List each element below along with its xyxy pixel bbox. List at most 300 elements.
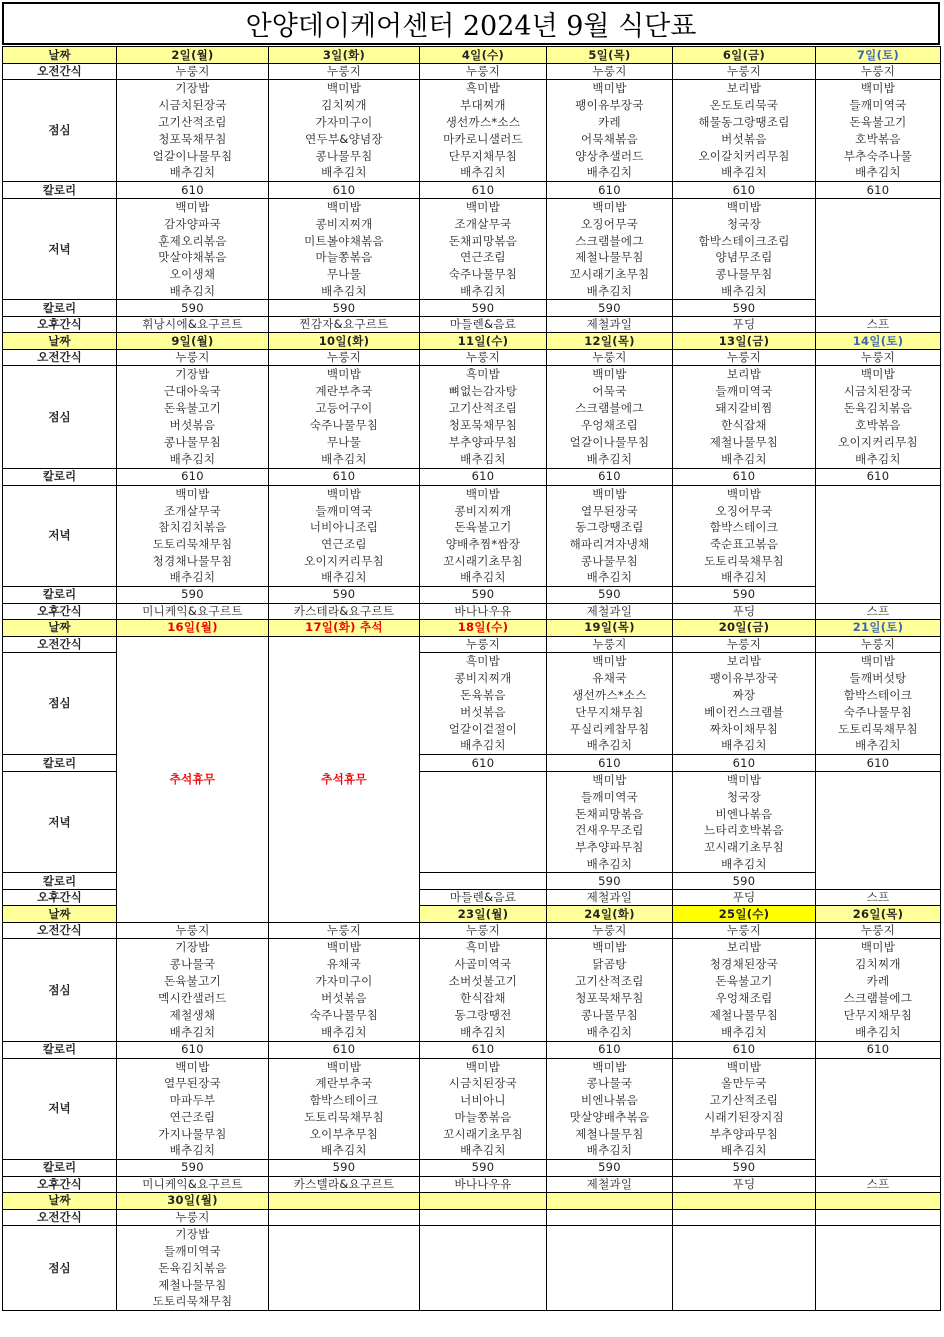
menu-item: 어묵국	[592, 384, 627, 399]
menu-item	[816, 266, 940, 283]
pm-snack-cell: 제철과일	[547, 317, 673, 333]
lunch-cell	[547, 80, 673, 182]
menu-item: 부대찌개	[460, 97, 506, 112]
date-header: 6일(금)	[673, 47, 816, 64]
menu-item	[420, 856, 546, 873]
menu-item: 오이지커리무침	[838, 435, 918, 450]
lunch-label: 점심	[3, 366, 117, 468]
menu-item: 보리밥	[726, 367, 762, 382]
date-header: 24일(화)	[547, 906, 673, 923]
menu-item	[816, 1226, 940, 1243]
menu-item	[816, 806, 940, 823]
menu-item: 배추김치	[586, 570, 633, 585]
dinner-cell	[117, 1058, 269, 1159]
menu-item: 맛살양배추볶음	[569, 1109, 650, 1124]
date-label: 날짜	[3, 906, 117, 923]
menu-item: 배추김치	[460, 283, 506, 298]
dinner-cell	[269, 1058, 420, 1159]
menu-item: 콩나물무침	[580, 1007, 639, 1022]
am-snack-cell: 누룽지	[117, 350, 269, 366]
menu-item: 계란부추국	[315, 1076, 373, 1091]
menu-item: 오이부추무침	[309, 1126, 379, 1141]
menu-item: 동그랑땡전	[454, 1007, 512, 1022]
menu-item: 배추김치	[460, 1024, 506, 1039]
menu-item: 백미밥	[326, 1059, 362, 1074]
menu-item: 베이컨스크램블	[704, 704, 784, 719]
menu-item: 청국장	[726, 789, 762, 804]
menu-item: 보리밥	[726, 940, 762, 955]
menu-item: 백미밥	[726, 773, 762, 788]
menu-item: 스크램블에그	[843, 991, 913, 1006]
am-snack-label: 오전간식	[3, 1209, 117, 1225]
menu-item: 생선까스*소스	[572, 687, 647, 702]
menu-item	[816, 536, 940, 553]
calorie-cell: 590	[547, 873, 673, 890]
menu-item: 마늘쫑볶음	[454, 1109, 512, 1124]
calorie-cell: 610	[117, 1041, 269, 1058]
date-header: 21일(토)	[816, 619, 941, 636]
calorie-cell: 590	[420, 300, 547, 317]
menu-item: 양념무조림	[715, 250, 773, 265]
pm-snack-cell: 푸딩	[673, 317, 816, 333]
calorie-cell: 610	[816, 755, 941, 772]
pm-snack-cell: 푸딩	[673, 890, 816, 906]
menu-item: 배추김치	[721, 738, 767, 753]
date-header	[673, 1192, 816, 1209]
calorie-cell: 610	[269, 1041, 420, 1058]
pm-snack-label: 오후간식	[3, 1176, 117, 1192]
lunch-cell	[420, 366, 547, 468]
menu-item: 백미밥	[465, 1059, 501, 1074]
menu-item	[816, 1109, 940, 1126]
menu-item: 단무지채무침	[575, 704, 644, 719]
menu-item: 백미밥	[592, 773, 627, 788]
lunch-cell	[816, 652, 941, 754]
menu-item	[816, 519, 940, 536]
menu-item: 배추김치	[460, 738, 506, 753]
menu-item	[816, 772, 940, 789]
menu-item	[420, 772, 546, 789]
calorie-cell: 590	[117, 586, 269, 603]
pm-snack-cell: 스프	[816, 890, 941, 906]
lunch-cell	[117, 80, 269, 182]
menu-item	[547, 1260, 672, 1277]
menu-item	[816, 283, 940, 300]
menu-item: 백미밥	[465, 486, 501, 501]
menu-item: 콩비지찌개	[454, 503, 512, 518]
date-header: 19일(목)	[547, 619, 673, 636]
am-snack-cell: 누룽지	[673, 636, 816, 652]
menu-item: 백미밥	[860, 367, 896, 382]
menu-item: 돈채피망볶음	[575, 806, 644, 821]
calorie-cell	[816, 1159, 941, 1176]
date-header: 26일(목)	[816, 906, 941, 923]
date-header: 7일(토)	[816, 47, 941, 64]
menu-item	[816, 553, 940, 570]
menu-item: 고기산적조림	[575, 974, 644, 989]
dinner-cell	[420, 1058, 547, 1159]
am-snack-cell: 누룽지	[547, 636, 673, 652]
menu-item: 한식잡채	[721, 418, 767, 433]
lunch-cell	[269, 80, 420, 182]
lunch-cell	[673, 366, 816, 468]
dinner-cell	[117, 199, 269, 300]
menu-item: 배추김치	[586, 1143, 633, 1158]
dinner-cell	[547, 772, 673, 873]
menu-item	[547, 1293, 672, 1310]
menu-item: 시래기된장지짐	[704, 1109, 784, 1124]
menu-item: 짜장	[732, 687, 756, 702]
lunch-cell	[816, 1225, 941, 1310]
menu-item: 시금치된장국	[448, 1076, 518, 1091]
menu-item: 돈육볶음	[460, 687, 506, 702]
menu-item: 고기산적조림	[709, 1093, 779, 1108]
pm-snack-cell: 스프	[816, 603, 941, 619]
dinner-cell	[269, 485, 420, 586]
calorie-cell: 610	[816, 1041, 941, 1058]
menu-item: 팽이유부장국	[575, 97, 644, 112]
menu-item: 숙주나물무침	[843, 704, 913, 719]
menu-item: 함박스테이크	[709, 520, 779, 535]
menu-item	[269, 1243, 419, 1260]
menu-item: 기장밥	[175, 81, 210, 95]
menu-item: 해파리겨자냉채	[569, 536, 650, 551]
am-snack-cell: 누룽지	[420, 64, 547, 80]
date-header: 5일(목)	[547, 47, 673, 64]
menu-item	[673, 1260, 815, 1277]
pm-snack-cell: 제철과일	[547, 603, 673, 619]
pm-snack-cell: 스프	[816, 317, 941, 333]
date-header	[269, 1192, 420, 1209]
menu-item: 버섯볶음	[321, 991, 367, 1006]
menu-item: 배추김치	[721, 1143, 767, 1158]
pm-snack-cell: 푸딩	[673, 603, 816, 619]
lunch-cell	[269, 366, 420, 468]
am-snack-cell: 누룽지	[673, 923, 816, 939]
am-snack-cell: 누룽지	[547, 350, 673, 366]
menu-item: 숙주나물무침	[448, 267, 518, 282]
menu-item: 함박스테이크조림	[698, 233, 790, 248]
menu-item	[816, 789, 940, 806]
menu-item: 들깨미역국	[163, 1243, 222, 1258]
menu-item: 돈육불고기	[849, 114, 907, 129]
menu-item: 해물동그랑땡조림	[698, 114, 790, 129]
date-header: 10일(화)	[269, 333, 420, 350]
dinner-cell	[547, 199, 673, 300]
menu-item: 소버섯불고기	[448, 974, 518, 989]
menu-item: 연근조림	[460, 250, 506, 265]
lunch-cell	[269, 1225, 420, 1310]
menu-item: 얼갈이겉절이	[448, 721, 518, 736]
calorie-cell: 610	[420, 755, 547, 772]
am-snack-cell	[673, 1209, 816, 1225]
dinner-cell	[816, 1058, 941, 1159]
am-snack-cell: 누룽지	[117, 64, 269, 80]
menu-item: 느타리호박볶음	[704, 823, 784, 838]
menu-item	[816, 199, 940, 216]
menu-item: 흑미밥	[465, 367, 501, 382]
calorie-cell: 610	[547, 1041, 673, 1058]
menu-item: 백미밥	[860, 81, 896, 95]
calorie-cell: 590	[420, 586, 547, 603]
dinner-cell	[673, 485, 816, 586]
menu-item: 조개살무국	[163, 503, 222, 518]
menu-item: 배추김치	[169, 1143, 216, 1158]
calorie-cell: 590	[269, 586, 420, 603]
date-header: 2일(월)	[117, 47, 269, 64]
menu-item: 백미밥	[860, 653, 896, 668]
date-label: 날짜	[3, 333, 117, 350]
menu-item: 숙주나물무침	[309, 418, 379, 433]
menu-item	[420, 1226, 546, 1243]
menu-item	[269, 1260, 419, 1277]
menu-item: 함박스테이크	[309, 1093, 379, 1108]
menu-item: 가지나물무침	[158, 1126, 227, 1141]
calorie-cell: 590	[547, 300, 673, 317]
pm-snack-cell: 마들렌&음료	[420, 317, 547, 333]
calorie-cell	[816, 873, 941, 890]
menu-item: 카레	[866, 974, 890, 989]
menu-item	[420, 1293, 546, 1310]
calorie-cell: 610	[673, 1041, 816, 1058]
menu-item: 배추김치	[169, 283, 216, 298]
pm-snack-cell: 미니케익&요구르트	[117, 603, 269, 619]
calorie-cell: 590	[547, 1159, 673, 1176]
menu-item: 배추김치	[169, 165, 216, 180]
menu-item: 고기산적조림	[158, 114, 227, 129]
menu-item: 백미밥	[592, 653, 627, 668]
dinner-cell	[673, 772, 816, 873]
menu-item: 배추김치	[321, 1024, 367, 1039]
pm-snack-cell: 휘낭시에&요구르트	[117, 317, 269, 333]
pm-snack-cell: 카스테라&요구르트	[269, 603, 420, 619]
lunch-cell	[420, 652, 547, 754]
pm-snack-label: 오후간식	[3, 603, 117, 619]
date-header: 13일(금)	[673, 333, 816, 350]
menu-item: 온도토리묵국	[709, 97, 779, 112]
menu-item	[816, 1293, 940, 1310]
menu-item: 참치김치볶음	[158, 520, 227, 535]
menu-item: 기장밥	[175, 940, 210, 955]
date-label: 날짜	[3, 1192, 117, 1209]
dinner-cell	[816, 199, 941, 300]
menu-item: 비엔나볶음	[580, 1093, 639, 1108]
menu-item: 맛살야채볶음	[158, 250, 227, 265]
menu-item: 스크램블에그	[575, 401, 644, 416]
menu-item: 배추김치	[586, 283, 633, 298]
menu-item: 사골미역국	[454, 957, 512, 972]
menu-item	[673, 1226, 815, 1243]
menu-item: 백미밥	[326, 367, 362, 382]
menu-item	[673, 1293, 815, 1310]
lunch-cell	[673, 80, 816, 182]
menu-item: 들깨미역국	[715, 384, 773, 399]
dinner-cell	[420, 772, 547, 873]
menu-item	[816, 1092, 940, 1109]
menu-item: 꼬시래기초무침	[443, 553, 523, 568]
menu-item: 멕시칸샐러드	[158, 991, 227, 1006]
menu-item: 들깨버섯탕	[849, 670, 907, 685]
dinner-cell	[269, 199, 420, 300]
am-snack-cell: 누룽지	[816, 350, 941, 366]
menu-item	[547, 1226, 672, 1243]
lunch-cell	[816, 939, 941, 1041]
menu-item: 흑미밥	[465, 653, 501, 668]
menu-item: 들깨미역국	[849, 97, 907, 112]
dinner-cell	[420, 199, 547, 300]
menu-item: 스크램블에그	[575, 233, 644, 248]
calorie-label: 칼로리	[3, 468, 117, 485]
dinner-cell	[547, 1058, 673, 1159]
menu-item: 도토리묵채무침	[304, 1109, 384, 1124]
menu-item: 배추김치	[721, 451, 767, 466]
menu-item: 청포묵채무침	[158, 131, 227, 146]
menu-item: 돈채피망볶음	[448, 233, 518, 248]
menu-item: 감자양파국	[163, 217, 222, 232]
menu-item: 배추김치	[321, 1143, 367, 1158]
menu-item: 제철나물무침	[575, 1126, 644, 1141]
menu-item: 배추김치	[169, 451, 216, 466]
lunch-cell	[269, 939, 420, 1041]
dinner-cell	[816, 772, 941, 873]
menu-item: 부추양파무침	[448, 435, 518, 450]
menu-item: 연두부&양념장	[305, 131, 383, 146]
calorie-cell: 610	[420, 1041, 547, 1058]
lunch-label: 점심	[3, 939, 117, 1041]
calorie-cell: 590	[673, 1159, 816, 1176]
dinner-cell	[816, 485, 941, 586]
menu-item: 꼬시래기초무침	[443, 1126, 523, 1141]
menu-item	[673, 1243, 815, 1260]
calorie-cell: 590	[420, 1159, 547, 1176]
menu-item: 마파두부	[169, 1093, 216, 1108]
menu-item: 배추김치	[721, 165, 767, 180]
dinner-label: 저녁	[3, 199, 117, 300]
menu-item	[816, 1126, 940, 1143]
menu-item: 돼지갈비찜	[715, 401, 773, 416]
menu-item: 시금치된장국	[158, 97, 227, 112]
menu-item: 배추김치	[855, 738, 901, 753]
menu-item: 배추김치	[321, 570, 367, 585]
menu-item: 돈육불고기	[163, 401, 222, 416]
menu-item	[269, 1277, 419, 1294]
pm-snack-label: 오후간식	[3, 890, 117, 906]
menu-item: 유채국	[592, 670, 627, 685]
menu-item	[547, 1243, 672, 1260]
calorie-label: 칼로리	[3, 1041, 117, 1058]
menu-item: 백미밥	[175, 200, 210, 215]
menu-item: 백미밥	[592, 81, 627, 95]
menu-item: 열무된장국	[163, 1076, 222, 1091]
date-header: 23일(월)	[420, 906, 547, 923]
menu-item: 백미밥	[326, 486, 362, 501]
am-snack-cell: 누룽지	[816, 636, 941, 652]
date-header	[420, 1192, 547, 1209]
menu-item: 연근조림	[321, 536, 367, 551]
pm-snack-cell: 스프	[816, 1176, 941, 1192]
menu-item: 배추김치	[460, 570, 506, 585]
menu-item: 부추양파무침	[709, 1126, 779, 1141]
dinner-cell	[673, 199, 816, 300]
menu-item: 제철나물무침	[158, 1277, 227, 1292]
am-snack-cell	[269, 1209, 420, 1225]
menu-item: 제철나물무침	[709, 435, 779, 450]
calorie-cell: 590	[269, 1159, 420, 1176]
date-header: 17일(화) 추석	[269, 619, 420, 636]
date-header: 20일(금)	[673, 619, 816, 636]
pm-snack-label: 오후간식	[3, 317, 117, 333]
menu-item: 오이지커리무침	[304, 553, 384, 568]
menu-item: 콩나물무침	[580, 553, 639, 568]
menu-item: 부추양파무침	[575, 840, 644, 855]
menu-item: 청경채된장국	[709, 957, 779, 972]
calorie-label: 칼로리	[3, 873, 117, 890]
menu-item: 배추김치	[855, 165, 901, 180]
dinner-label: 저녁	[3, 485, 117, 586]
menu-item: 배추김치	[721, 1024, 767, 1039]
menu-item: 기장밥	[175, 1226, 210, 1241]
lunch-cell	[117, 939, 269, 1041]
calorie-cell: 590	[117, 300, 269, 317]
menu-item: 제철나물무침	[709, 1007, 779, 1022]
menu-item	[816, 569, 940, 586]
menu-item: 유채국	[326, 957, 362, 972]
menu-item: 도토리묵채무침	[838, 721, 918, 736]
menu-item	[420, 1260, 546, 1277]
menu-item: 뼈없는감자탕	[448, 384, 518, 399]
menu-item: 백미밥	[465, 200, 501, 215]
menu-item: 짜차이채무침	[709, 721, 779, 736]
menu-item: 청경채나물무침	[152, 553, 233, 568]
menu-item: 백미밥	[592, 486, 627, 501]
am-snack-cell: 누룽지	[816, 923, 941, 939]
am-snack-cell: 누룽지	[269, 350, 420, 366]
menu-item: 청포묵채무침	[575, 991, 644, 1006]
menu-item: 배추김치	[460, 451, 506, 466]
calorie-cell: 610	[673, 755, 816, 772]
dinner-cell	[420, 485, 547, 586]
menu-item: 콩비지찌개	[315, 217, 373, 232]
am-snack-cell	[547, 1209, 673, 1225]
menu-item: 꼬시래기초무침	[569, 267, 650, 282]
menu-item: 죽순표고볶음	[709, 536, 779, 551]
menu-item: 함박스테이크	[843, 687, 913, 702]
menu-item: 제철나물무침	[575, 250, 644, 265]
calorie-cell: 610	[547, 182, 673, 199]
pm-snack-cell: 바나나우유	[420, 1176, 547, 1192]
calorie-cell: 610	[547, 468, 673, 485]
menu-item: 단무지채무침	[843, 1007, 913, 1022]
date-label: 날짜	[3, 619, 117, 636]
menu-item: 고등어구이	[315, 401, 373, 416]
menu-item: 콩비지찌개	[454, 670, 512, 685]
menu-item: 돈육불고기	[715, 974, 773, 989]
menu-item: 우엉채조림	[715, 991, 773, 1006]
menu-item	[816, 1243, 940, 1260]
menu-item	[816, 233, 940, 250]
menu-item: 생선까스*소스	[445, 114, 521, 129]
menu-item: 배추김치	[460, 165, 506, 180]
lunch-cell	[816, 366, 941, 468]
calorie-cell: 590	[673, 586, 816, 603]
menu-item: 들깨미역국	[580, 789, 639, 804]
menu-item: 돈육불고기	[454, 520, 512, 535]
pm-snack-cell: 푸딩	[673, 1176, 816, 1192]
lunch-cell	[547, 939, 673, 1041]
menu-item: 콩나물무침	[163, 435, 222, 450]
menu-item: 무나물	[326, 267, 362, 282]
lunch-cell	[547, 652, 673, 754]
